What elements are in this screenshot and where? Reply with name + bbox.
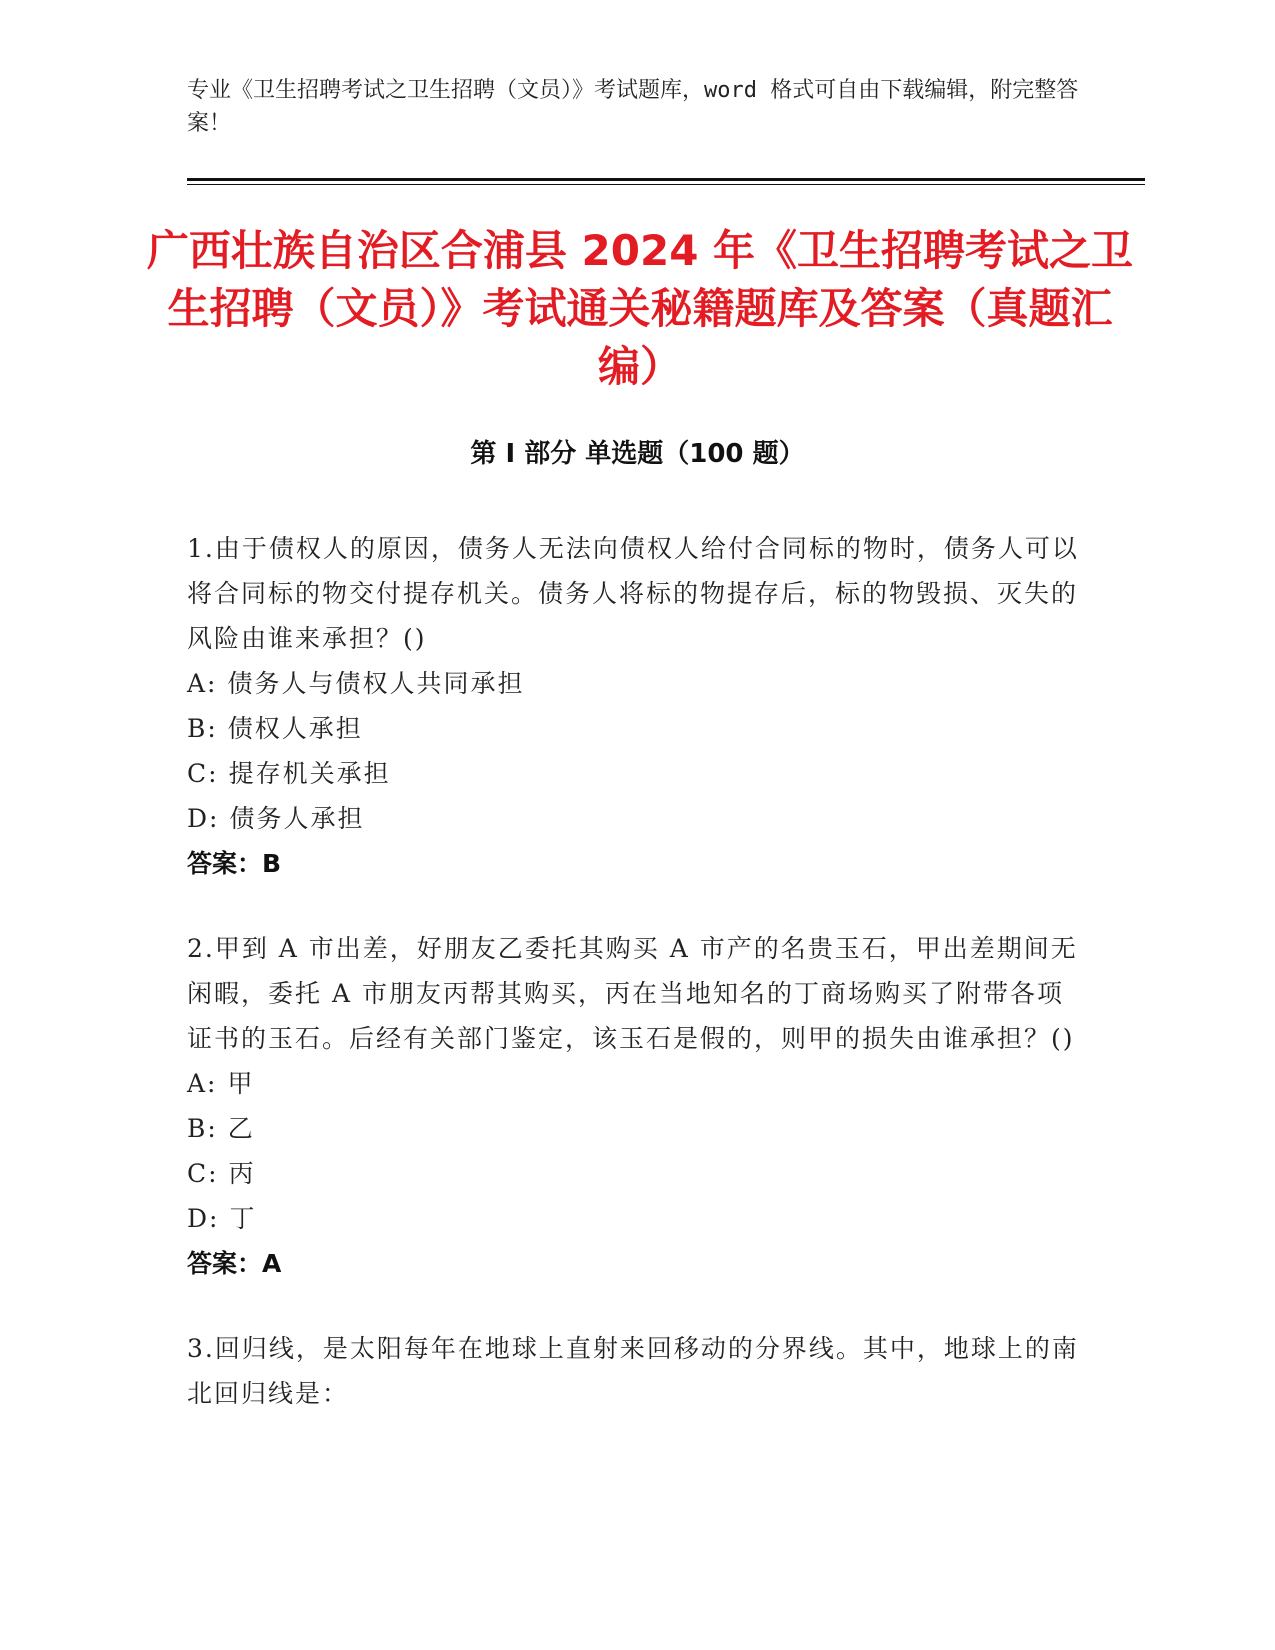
option-key: B: <box>187 1114 218 1143</box>
option-text: 丙 <box>228 1159 256 1188</box>
option-d <box>187 1196 1087 1241</box>
option-c <box>187 1151 1087 1196</box>
answer: 答案：B <box>187 849 282 878</box>
option-text: 乙 <box>227 1114 255 1143</box>
option-text: 债务人与债权人共同承担 <box>227 669 525 698</box>
option-b <box>187 706 1087 751</box>
option-key: D: <box>187 804 220 833</box>
header-note: 专业《卫生招聘考试之卫生招聘（文员）》考试题库，word 格式可自由下载编辑，附完整答案！ <box>187 78 1079 136</box>
option-b <box>187 1106 1087 1151</box>
option-a <box>187 661 1087 706</box>
question-stem: 2.甲到 A 市出差，好朋友乙委托其购买 A 市产的名贵玉石，甲出差期间无闲暇，委托 A 市朋友丙帮其购买，丙在当地知名的丁商场购买了附带各项证书的玉石。后经有关部门鉴定，该玉石是假的，则甲的损失由谁承担？() <box>187 934 1078 1053</box>
question-stem: 1.由于债权人的原因，债务人无法向债权人给付合同标的物时，债务人可以将合同标的物交付提存机关。债务人将标的物提存后，标的物毁损、灭失的风险由谁来承担？() <box>187 534 1079 653</box>
question-2 <box>187 926 1087 1286</box>
question-list <box>187 526 1087 1456</box>
option-text: 债务人承担 <box>229 804 365 833</box>
option-key: D: <box>187 1204 220 1233</box>
option-a <box>187 1061 1087 1106</box>
option-text: 丁 <box>229 1204 257 1233</box>
option-text: 甲 <box>227 1069 255 1098</box>
question-1 <box>187 526 1087 886</box>
option-key: B: <box>187 714 218 743</box>
option-text: 提存机关承担 <box>228 759 391 788</box>
option-key: C: <box>187 759 219 788</box>
option-key: A: <box>187 669 218 698</box>
option-key: C: <box>187 1159 219 1188</box>
header-divider-thin <box>187 184 1145 185</box>
option-key: A: <box>187 1069 218 1098</box>
header-divider-thick <box>187 178 1145 181</box>
question-3 <box>187 1326 1087 1416</box>
option-c <box>187 751 1087 796</box>
option-text: 债权人承担 <box>227 714 363 743</box>
document-title: 广西壮族自治区合浦县 2024 年《卫生招聘考试之卫生招聘（文员）》考试通关秘籍题库及答案（真题汇编） <box>146 226 1134 391</box>
answer: 答案：A <box>187 1249 282 1278</box>
option-d <box>187 796 1087 841</box>
question-stem: 3.回归线，是太阳每年在地球上直射来回移动的分界线。其中，地球上的南北回归线是： <box>187 1334 1079 1408</box>
section-title: 第 I 部分 单选题（100 题） <box>470 439 805 469</box>
